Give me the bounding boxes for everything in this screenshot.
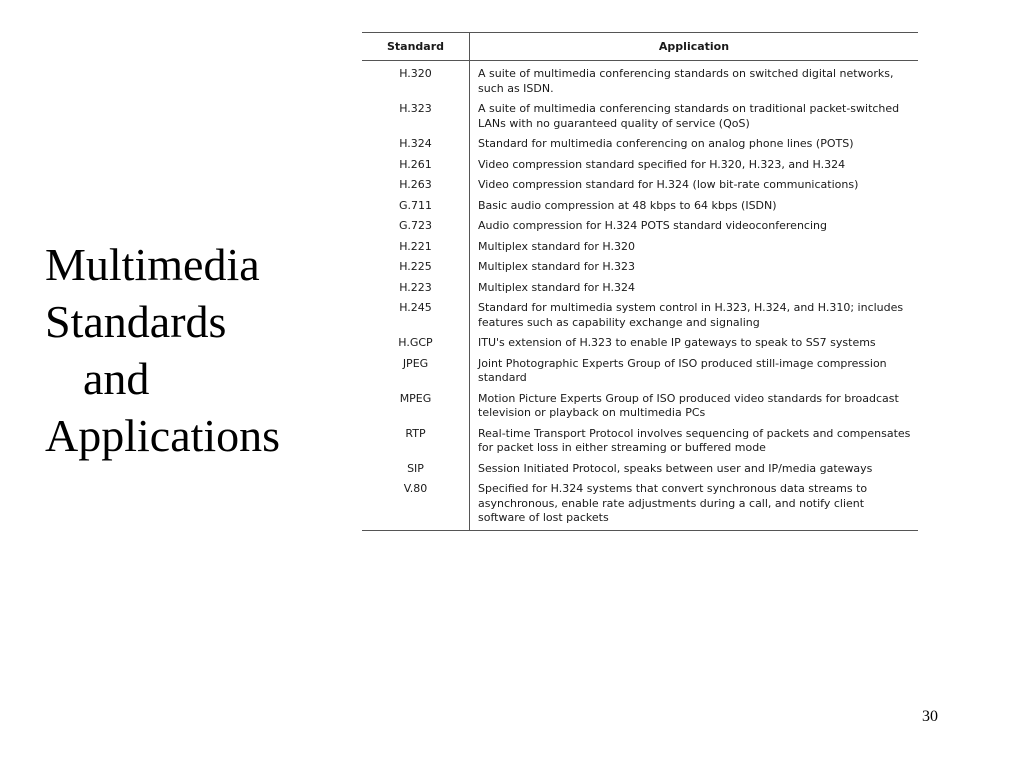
standard-cell: V.80 [362,476,470,530]
table-row [362,172,918,193]
table-row [362,254,918,275]
table-row [362,234,918,255]
standards-table [362,32,918,531]
standard-cell: RTP [362,421,470,456]
table-header-row [362,33,918,61]
standard-cell: H.221 [362,234,470,255]
table-row [362,275,918,296]
standard-cell: G.723 [362,213,470,234]
standard-cell: MPEG [362,386,470,421]
standard-cell: JPEG [362,351,470,386]
column-header-standard: Standard [362,33,470,61]
application-cell: Video compression standard specified for H.320, H.323, and H.324 [478,157,846,171]
table-row [362,213,918,234]
standard-cell: SIP [362,456,470,477]
application-cell: Session Initiated Protocol, speaks between user and IP/media gateways [478,461,873,475]
standard-cell: H.323 [362,96,470,131]
standard-cell: H.245 [362,295,470,330]
slide-title [45,236,345,464]
table-body [362,61,918,531]
page-number: 30 [922,708,938,725]
application-cell: Basic audio compression at 48 kbps to 64 kbps (ISDN) [478,198,777,212]
application-cell: Standard for multimedia conferencing on analog phone lines (POTS) [478,137,854,150]
table-row [362,351,918,386]
slide-title-line: Multimedia [45,239,260,290]
table-row [362,330,918,351]
application-cell: A suite of multimedia conferencing standards on traditional packet-switched LANs with no guaranteed quality of service (QoS) [478,102,900,130]
application-cell: Video compression standard for H.324 (low bit-rate communications) [478,178,859,191]
application-cell: ITU's extension of H.323 to enable IP gateways to speak to SS7 systems [478,336,876,349]
application-cell: Joint Photographic Experts Group of ISO produced still-image compression standard [478,356,887,384]
application-cell: Motion Picture Experts Group of ISO produced video standards for broadcast television or playback on multimedia PCs [478,391,899,419]
standard-cell: H.GCP [362,330,470,351]
table-row [362,96,918,131]
slide-title-line: Applications [45,410,281,461]
standard-cell: H.324 [362,131,470,152]
application-cell: Multiplex standard for H.320 [478,239,635,253]
standard-cell: H.225 [362,254,470,275]
standard-cell: H.223 [362,275,470,296]
table-row [362,131,918,152]
application-cell: Real-time Transport Protocol involves sequencing of packets and compensates for packet loss in either streaming or buffered mode [478,426,911,454]
application-cell: Standard for multimedia system control in H.323, H.324, and H.310; includes features such as capability exchange and signaling [478,301,904,329]
table-row [362,421,918,456]
standard-cell: G.711 [362,193,470,214]
application-cell: A suite of multimedia conferencing standards on switched digital networks, such as ISDN. [478,67,894,95]
table-header [362,33,918,61]
table-row [362,61,918,97]
table-row [362,386,918,421]
slide-title-line: and [83,353,150,404]
application-cell: Specified for H.324 systems that convert synchronous data streams to asynchronous, enable rate adjustments during a call, and notify client software of lost packets [478,482,868,524]
application-cell: Multiplex standard for H.324 [478,280,635,294]
standard-cell: H.261 [362,152,470,173]
standard-cell: H.263 [362,172,470,193]
application-cell: Audio compression for H.324 POTS standard videoconferencing [478,219,827,232]
table-row [362,456,918,477]
standard-cell: H.320 [362,61,470,97]
table-row [362,152,918,173]
column-header-application: Application [470,33,919,61]
application-cell: Multiplex standard for H.323 [478,260,635,273]
table-row [362,193,918,214]
table-row [362,295,918,330]
table-row [362,476,918,530]
slide-title-line: Standards [45,296,227,347]
